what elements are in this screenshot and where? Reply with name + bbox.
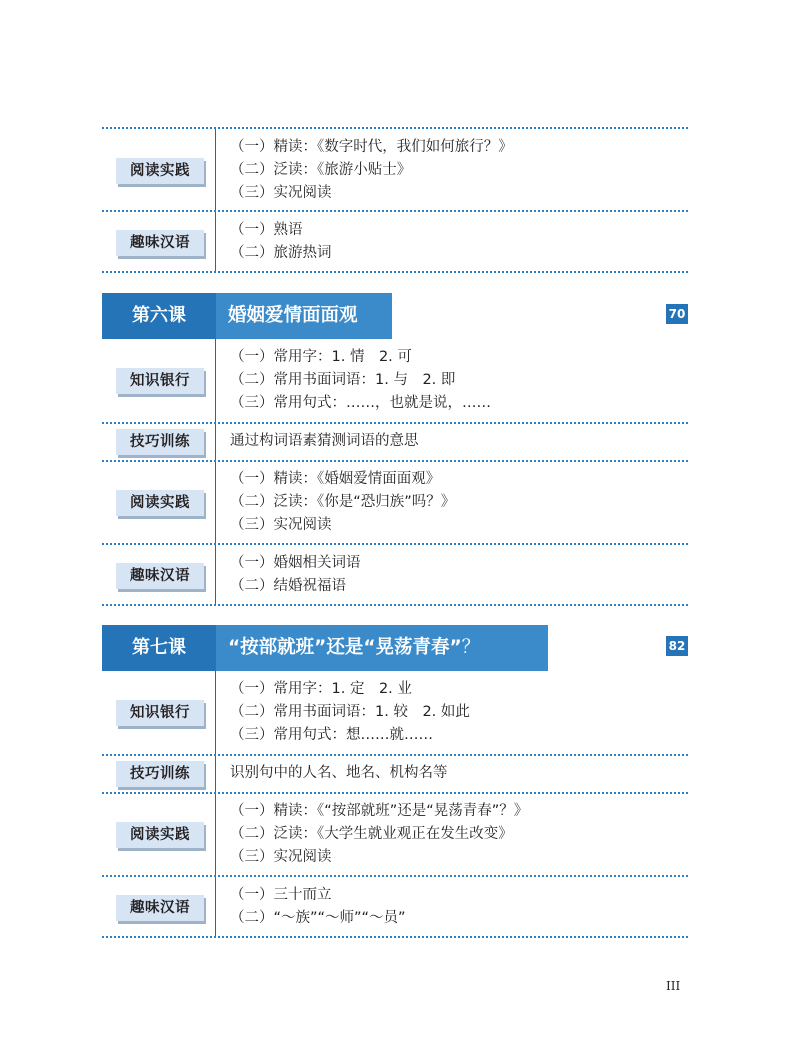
lesson-6-page-number[interactable]: 70 — [666, 304, 688, 324]
toc-line[interactable]: （二）常用书面词语：1. 较 2. 如此 — [230, 704, 470, 720]
section-tag-reading-practice: 阅读实践 — [116, 822, 204, 848]
toc-line[interactable]: （三）实况阅读 — [230, 185, 332, 201]
toc-line[interactable]: （二）泛读：《旅游小贴士》 — [230, 162, 412, 178]
toc-line[interactable]: （一）熟语 — [230, 222, 303, 238]
toc-line[interactable]: （二）常用书面词语：1. 与 2. 即 — [230, 372, 456, 388]
section-tag-fun-chinese: 趣味汉语 — [116, 230, 204, 256]
toc-line[interactable]: （二）泛读：《大学生就业观正在发生改变》 — [230, 826, 513, 842]
row-divider — [102, 875, 688, 877]
row-divider — [102, 422, 688, 424]
section-tag-reading-practice: 阅读实践 — [116, 490, 204, 516]
row-divider — [102, 127, 688, 129]
toc-line[interactable]: （三）实况阅读 — [230, 849, 332, 865]
toc-line[interactable]: （一）常用字：1. 定 2. 业 — [230, 681, 412, 697]
section-tag-knowledge-bank: 知识银行 — [116, 700, 204, 726]
row-divider — [102, 460, 688, 462]
section-tag-knowledge-bank: 知识银行 — [116, 368, 204, 394]
lesson-7-page-number[interactable]: 82 — [666, 636, 688, 656]
row-divider — [102, 543, 688, 545]
toc-line[interactable]: （二）结婚祝福语 — [230, 578, 346, 594]
toc-line[interactable]: （三）常用句式：……，也就是说，…… — [230, 395, 491, 411]
toc-line[interactable]: （一）婚姻相关词语 — [230, 555, 361, 571]
toc-line[interactable]: （三）常用句式：想……就…… — [230, 727, 433, 743]
toc-line[interactable]: （二）“～族”“～师”“～员” — [230, 910, 406, 926]
lesson-7-title[interactable] — [216, 625, 548, 671]
section-tag-reading-practice: 阅读实践 — [116, 158, 204, 184]
toc-line[interactable]: （三）实况阅读 — [230, 517, 332, 533]
page-folio: III — [666, 979, 681, 993]
toc-line[interactable]: （一）三十而立 — [230, 887, 332, 903]
toc-line[interactable]: 通过构词语素猜测词语的意思 — [230, 433, 419, 449]
column-divider — [215, 671, 216, 936]
section-tag-fun-chinese: 趣味汉语 — [116, 563, 204, 589]
toc-line[interactable]: （一）常用字：1. 情 2. 可 — [230, 349, 412, 365]
row-divider — [102, 604, 688, 606]
toc-line[interactable]: （二）旅游热词 — [230, 245, 332, 261]
section-tag-skill-training: 技巧训练 — [116, 429, 204, 455]
row-divider — [102, 792, 688, 794]
lesson-6-number[interactable]: 第六课 — [102, 293, 216, 339]
lesson-7-title-mark: ？ — [461, 637, 481, 658]
row-divider — [102, 754, 688, 756]
row-divider — [102, 271, 688, 273]
row-divider — [102, 210, 688, 212]
column-divider — [215, 339, 216, 605]
toc-line[interactable]: （一）精读：《“按部就班”还是“晃荡青春”？》 — [230, 803, 529, 819]
lesson-7-title-text: “按部就班”还是“晃荡青春” — [228, 637, 462, 658]
toc-line[interactable]: （一）精读：《数字时代，我们如何旅行？》 — [230, 139, 513, 155]
column-divider — [215, 129, 216, 271]
toc-line[interactable]: （一）精读：《婚姻爱情面面观》 — [230, 471, 441, 487]
toc-line[interactable]: 识别句中的人名、地名、机构名等 — [230, 765, 448, 781]
row-divider — [102, 936, 688, 938]
section-tag-skill-training: 技巧训练 — [116, 761, 204, 787]
toc-line[interactable]: （二）泛读：《你是“恐归族”吗？》 — [230, 494, 456, 510]
lesson-6-title[interactable]: 婚姻爱情面面观 — [216, 293, 392, 339]
section-tag-fun-chinese: 趣味汉语 — [116, 895, 204, 921]
lesson-7-number[interactable]: 第七课 — [102, 625, 216, 671]
